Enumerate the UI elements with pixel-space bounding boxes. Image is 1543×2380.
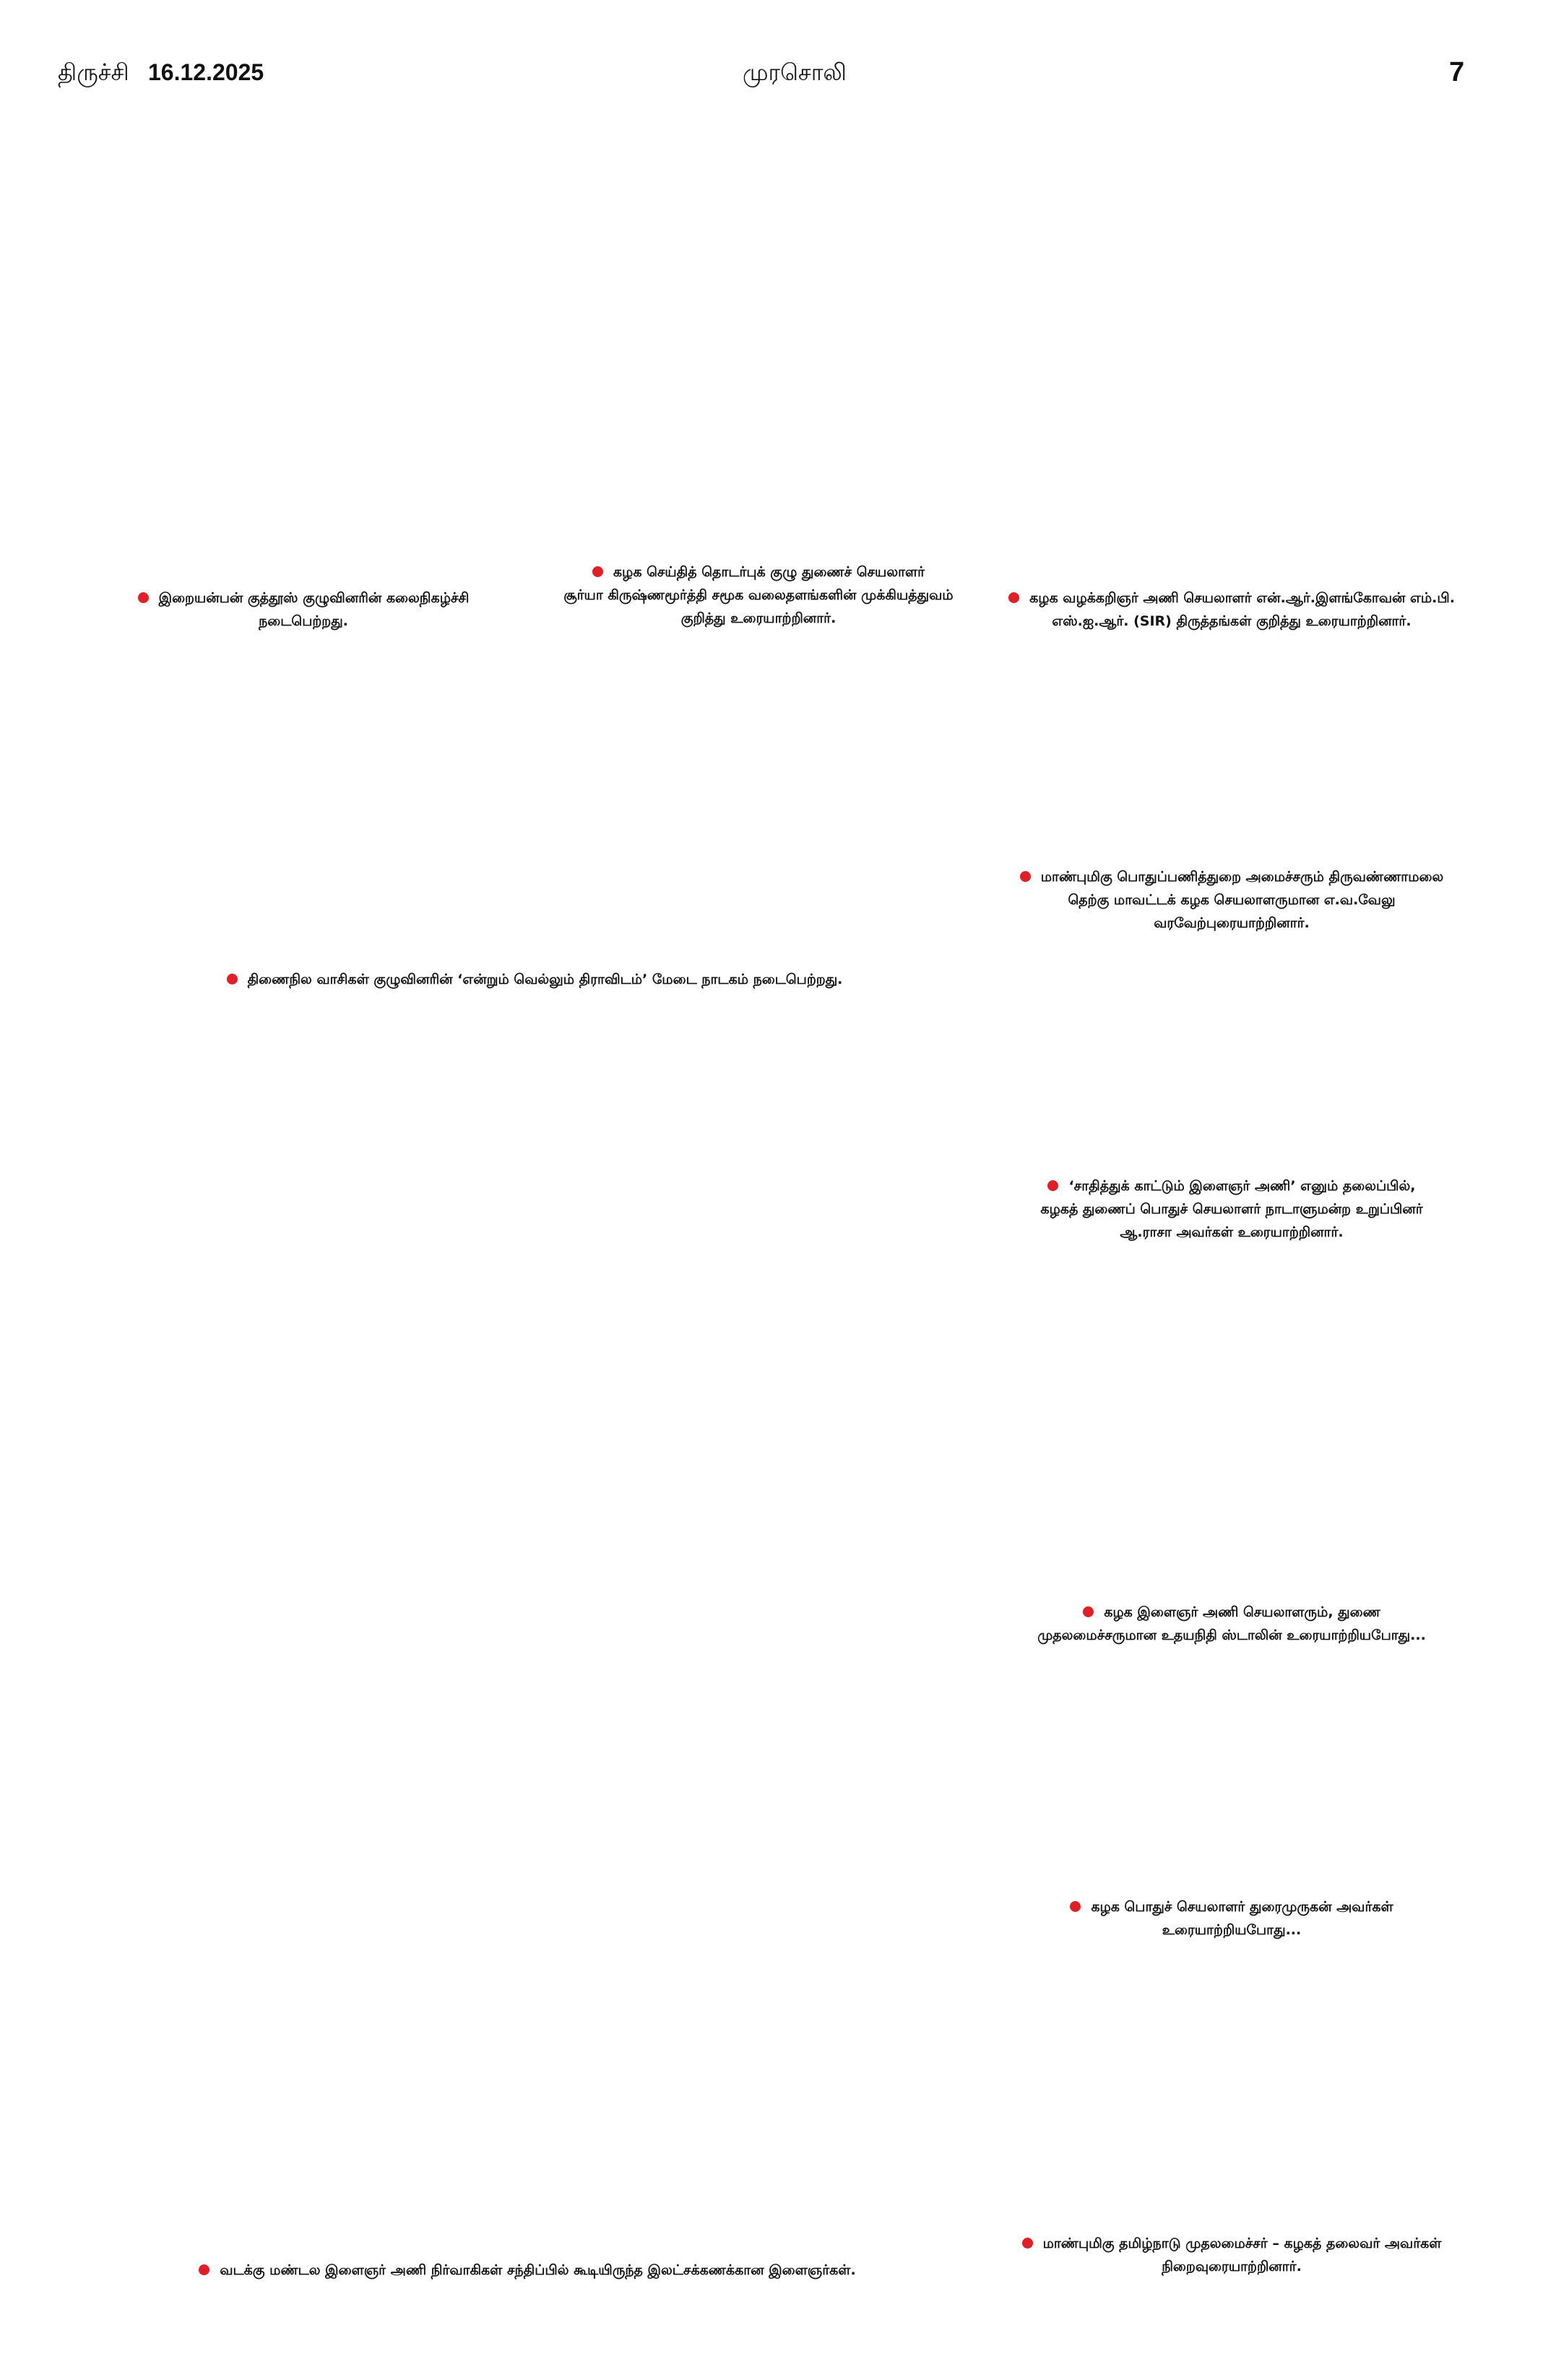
caption-line: நடைபெற்றது.	[259, 613, 348, 629]
caption-velu-welcome	[997, 865, 1466, 935]
caption-ilangovan-speech	[997, 587, 1466, 633]
caption-line: கழக பொதுச் செயலாளர் துரைமுருகன் அவர்கள்	[1091, 1899, 1393, 1915]
caption-line: திணைநில வாசிகள் குழுவினரின் ‘என்றும் வெல்லும் திராவிடம்’ மேடை நாடகம் நடைபெற்றது.	[247, 972, 843, 987]
edition-date: 16.12.2025	[148, 59, 264, 85]
caption-line: ‘சாதித்துக் காட்டும் இளைஞர் அணி’ எனும் தலைப்பில்,	[1068, 1178, 1416, 1194]
caption-line: கழக இளைஞர் அணி செயலாளரும், துணை	[1104, 1604, 1380, 1620]
caption-line: வடக்கு மண்டல இளைஞர் அணி நிர்வாகிகள் சந்திப்பில் கூடியிருந்த இலட்சக்கணக்கான இளைஞர்கள்.	[220, 2262, 856, 2278]
red-dot-icon	[1022, 2238, 1033, 2249]
red-dot-icon	[1047, 1180, 1058, 1191]
newspaper-name: முரசொலி	[743, 59, 847, 86]
caption-line: வரவேற்புரையாற்றினார்.	[1154, 915, 1310, 931]
red-dot-icon	[1083, 1606, 1094, 1617]
caption-youth-gathering	[116, 2259, 939, 2282]
caption-line: நிறைவுரையாற்றினார்.	[1162, 2259, 1302, 2275]
red-dot-icon	[227, 974, 238, 985]
caption-line: மாண்புமிகு பொதுப்பணித்துறை அமைச்சரும் திருவண்ணாமலை	[1040, 869, 1444, 885]
caption-line: முதலமைச்சருமான உதயநிதி ஸ்டாலின் உரையாற்றியபோது...	[1037, 1627, 1426, 1643]
page-number: 7	[1449, 57, 1465, 87]
red-dot-icon	[1070, 1901, 1081, 1912]
red-dot-icon	[592, 566, 603, 577]
caption-chief-minister-address	[997, 2232, 1466, 2278]
caption-duraimurugan-speech	[997, 1895, 1466, 1942]
red-dot-icon	[1020, 871, 1031, 882]
caption-line: உரையாற்றியபோது...	[1162, 1922, 1302, 1938]
caption-line: ஆ.ராசா அவர்கள் உரையாற்றினார்.	[1120, 1224, 1344, 1240]
edition-city: திருச்சி	[58, 59, 129, 86]
caption-cultural-program	[116, 587, 491, 633]
caption-stage-drama	[130, 968, 939, 991]
caption-line: இறையன்பன் குத்தூஸ் குழுவினரின் கலைநிகழ்ச்சி	[158, 590, 470, 606]
caption-line: தெற்கு மாவட்டக் கழக செயலாளருமான எ.வ.வேலு	[1068, 892, 1396, 908]
caption-line: கழகத் துணைப் பொதுச் செயலாளர் நாடாளுமன்ற உறுப்பினர்	[1040, 1201, 1423, 1217]
red-dot-icon	[199, 2264, 209, 2275]
red-dot-icon	[1008, 592, 1019, 603]
caption-raja-speech	[997, 1174, 1466, 1244]
red-dot-icon	[138, 592, 149, 603]
caption-line: சூர்யா கிருஷ்ணமூர்த்தி சமூக வலைதளங்களின் முக்கியத்துவம்	[563, 587, 954, 603]
caption-line: குறித்து உரையாற்றினார்.	[680, 610, 837, 626]
caption-line: எஸ்.ஐ.ஆர். (SIR) திருத்தங்கள் குறித்து உரையாற்றினார்.	[1052, 613, 1412, 629]
caption-line: மாண்புமிகு தமிழ்நாடு முதலமைச்சர் – கழகத் தலைவர் அவர்கள்	[1042, 2236, 1442, 2251]
caption-line: கழக செய்தித் தொடர்புக் குழு துணைச் செயலாளர்	[613, 564, 925, 580]
caption-social-media-speech	[535, 561, 982, 630]
caption-line: கழக வழக்கறிஞர் அணி செயலாளர் என்.ஆர்.இளங்கோவன் எம்.பி.	[1029, 590, 1455, 606]
caption-udhayanidhi-speech	[997, 1601, 1466, 1647]
